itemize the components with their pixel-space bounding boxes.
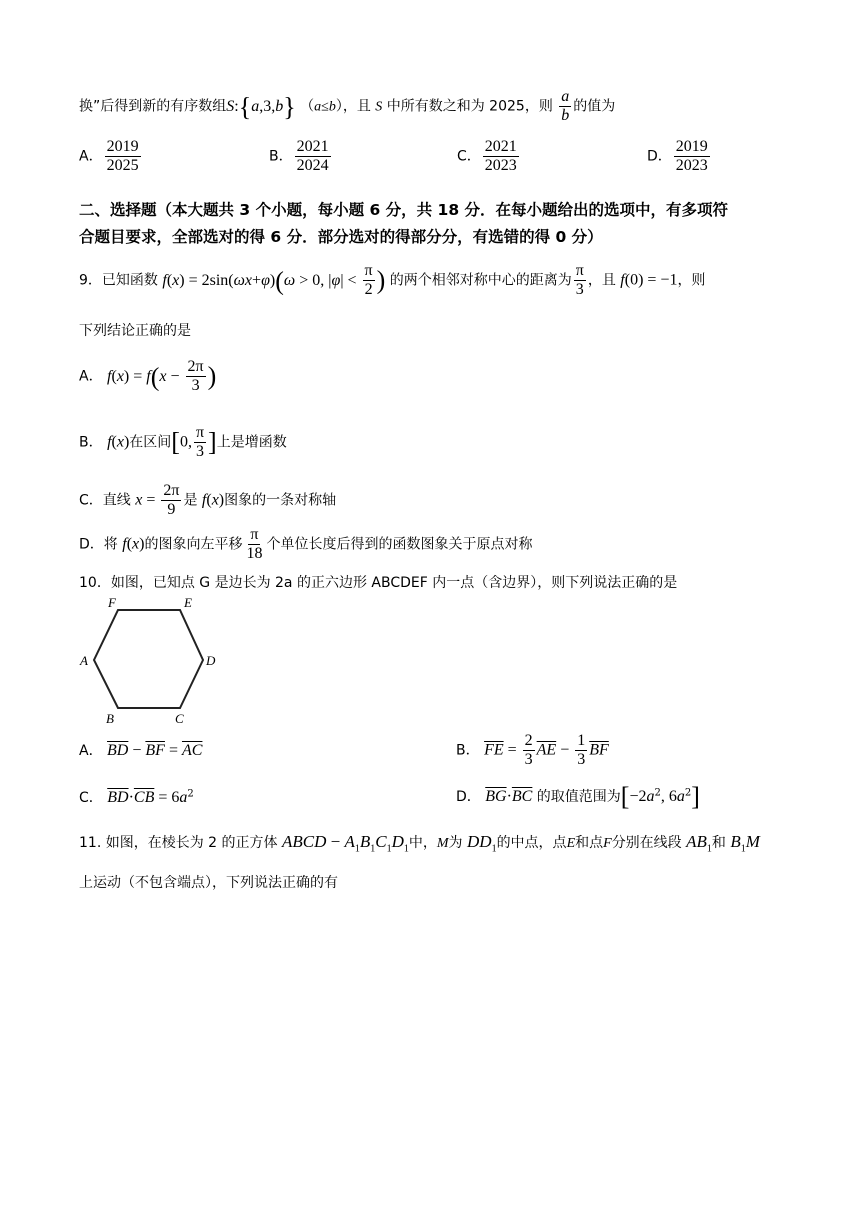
q8-option-d[interactable] (647, 138, 712, 175)
q11-edge-dd1: $DD_1$ (467, 832, 497, 855)
q10-option-b[interactable]: B． $\overline{FE}$ = $\frac{2}{3}$ $\overline{AE}$ − $\frac{1}{3}$ $\overline{BF}$ (456, 732, 609, 768)
q9-stem-end: ，则 (677, 272, 706, 289)
q8-option-a[interactable] (79, 138, 143, 175)
q9-option-b-text-2: 上是增函数 (216, 434, 287, 451)
option-label: B． (79, 434, 103, 451)
q11-point-m: M (436, 836, 449, 851)
q8-tail-text-7: 的值为 (573, 98, 616, 115)
vertex-label-a: A (80, 653, 88, 668)
q11-text-7: 和 (711, 835, 726, 851)
q8-tail-line (79, 88, 800, 125)
q8-tail-text-4: ），且 (335, 98, 371, 115)
q11-stem-line-2 (79, 872, 800, 892)
q8-set-expression: S:{a,3,b} (226, 91, 296, 121)
option-denominator: 2023 (484, 157, 517, 174)
vertex-label-e: E (184, 595, 192, 610)
q9-option-c-line: x = (135, 491, 160, 509)
hexagon-shape (94, 610, 203, 708)
q11-text-2: 中， (408, 835, 437, 851)
q9-option-c-text-2: 是 (183, 492, 198, 509)
option-label: A． (79, 368, 103, 385)
q9-initial-condition: f(0) = −1 (620, 271, 678, 289)
option-label: C． (79, 790, 103, 806)
option-numerator: 2021 (296, 138, 329, 155)
q9-option-b-text-1: 在区间 (129, 434, 172, 451)
vertex-label-f: F (108, 595, 116, 610)
q10-option-c[interactable]: C． $\overline{BD}\cdot\overline{CB} = 6a^2$ (79, 788, 194, 806)
q9-number: 9．已知函数 (79, 272, 158, 289)
q8-option-b[interactable] (269, 138, 333, 175)
q11-text-3: 为 (448, 835, 463, 851)
q9-option-d-text-1: 将 (103, 536, 118, 553)
q8-condition: a≤b (314, 99, 336, 115)
vertex-label-d: D (206, 653, 216, 668)
q8-tail-text-1: 换”后得到新的有序数组 (79, 98, 227, 115)
q8-tail-text-6: 中所有数之和为 2025，则 (386, 98, 553, 115)
option-label: D． (79, 536, 104, 553)
hexagon-figure (76, 594, 226, 729)
q9-stem-mid: 的两个相邻对称中心的距离为 (389, 272, 572, 289)
q11-text-6: 分别在线段 (611, 835, 682, 851)
option-numerator: 2019 (675, 138, 708, 155)
section-2-heading-line-2: 合题目要求，全部选对的得 6 分．部分选对的得部分分，有选错的得 0 分） (79, 228, 603, 246)
q9-function-definition: f(x) = 2sin(ωx+φ)(ω > 0, |φ| < (162, 265, 361, 295)
q11-text-1: 11. 如图，在棱长为 2 的正方体 (79, 835, 278, 851)
option-label: D． (647, 148, 672, 165)
q9-option-b-function: f(x) (107, 433, 130, 451)
q8-ratio-fraction: $\frac{a}{b}$ (561, 88, 570, 124)
section-2-heading-line-1: 二、选择题（本大题共 3 个小题，每小题 6 分，共 18 分．在每小题给出的选项中，有多项符 (79, 201, 729, 219)
option-label: A． (79, 743, 103, 759)
q9-option-d-text-3: 个单位长度后得到的函数图象关于原点对称 (266, 536, 533, 553)
option-label: C． (457, 148, 481, 165)
q9-option-d-text-2: 的图象向左平移 (144, 536, 243, 553)
option-denominator: 2025 (106, 157, 139, 174)
q9-stem: 9．已知函数 f(x) = 2sin(ωx+φ)(ω > 0, |φ| < $\frac{\pi}{2}$ ) 的两个相邻对称中心的距离为 $\frac{\pi}{3}$ ，且 f(0) = −1，则 (79, 262, 706, 298)
q9-stem-line-2 (79, 320, 800, 340)
q11-segment-ab1: $AB_1$ (686, 832, 712, 855)
q9-option-d[interactable]: D．将 f(x)的图象向左平移 $\frac{\pi}{18}$ 个单位长度后得到的函数图象关于原点对称 (79, 526, 533, 562)
q9-stem-mid-2: ，且 (587, 272, 616, 289)
q8-tail-text-2: （ (300, 98, 315, 115)
q9-option-a-formula: f(x) = f(x − (107, 361, 184, 391)
q9-option-a[interactable]: A． f(x) = f(x − $\frac{2\pi}{3}$ ) (79, 358, 217, 394)
option-label: C． (79, 492, 103, 509)
vertex-label-c: C (175, 711, 184, 726)
q10-option-a[interactable]: A． $\overline{BD} - \overline{BF} = \overline{AC}$ (79, 742, 203, 759)
option-denominator: 2024 (296, 157, 329, 174)
q9-option-c-text-1: 直线 (102, 492, 131, 509)
q11-segment-b1m: $B_1M$ (730, 832, 760, 855)
q10-option-d-text: 的取值范围为 (536, 789, 621, 805)
q9-option-c[interactable]: C．直线 x = $\frac{2\pi}{9}$ 是 f(x)图象的一条对称轴 (79, 482, 337, 518)
option-label: A． (79, 148, 103, 165)
q11-text-5: 和点 (575, 835, 604, 851)
option-denominator: 2023 (675, 157, 708, 174)
q11-text-line-2: 上运动（不包含端点），下列说法正确的有 (79, 875, 338, 891)
q11-point-f: F (603, 836, 612, 851)
q8-option-c[interactable] (457, 138, 521, 175)
q11-text-4: 的中点，点 (496, 835, 567, 851)
q10-stem-text: 10．如图，已知点 G 是边长为 2a 的正六边形 ABCDEF 内一点（含边界），则下列说法正确的是 (79, 575, 678, 591)
option-numerator: 2021 (484, 138, 517, 155)
q9-option-b[interactable]: B． f(x)在区间[0, $\frac{\pi}{3}$ ]上是增函数 (79, 424, 287, 460)
option-label: D． (456, 789, 481, 805)
q9-stem-line-2-text: 下列结论正确的是 (79, 323, 191, 339)
option-label: B． (456, 742, 480, 759)
q8-set-name: S (375, 99, 383, 115)
option-label: B． (269, 148, 293, 165)
option-numerator: 2019 (106, 138, 139, 155)
q11-stem-line-1 (79, 832, 800, 854)
q11-cube-name: ABCD − $A_1B_1C_1D_1$ (281, 832, 409, 855)
q10-stem (79, 572, 800, 592)
q10-option-d[interactable]: D． $\overline{BG}\cdot\overline{BC}$ 的取值范围为[$-2a^2$, $6a^2$] (456, 782, 700, 811)
vertex-label-b: B (106, 711, 114, 726)
q9-option-c-text-3: 图象的一条对称轴 (224, 492, 337, 509)
q11-point-e: E (566, 836, 576, 851)
q8-options (79, 138, 800, 184)
